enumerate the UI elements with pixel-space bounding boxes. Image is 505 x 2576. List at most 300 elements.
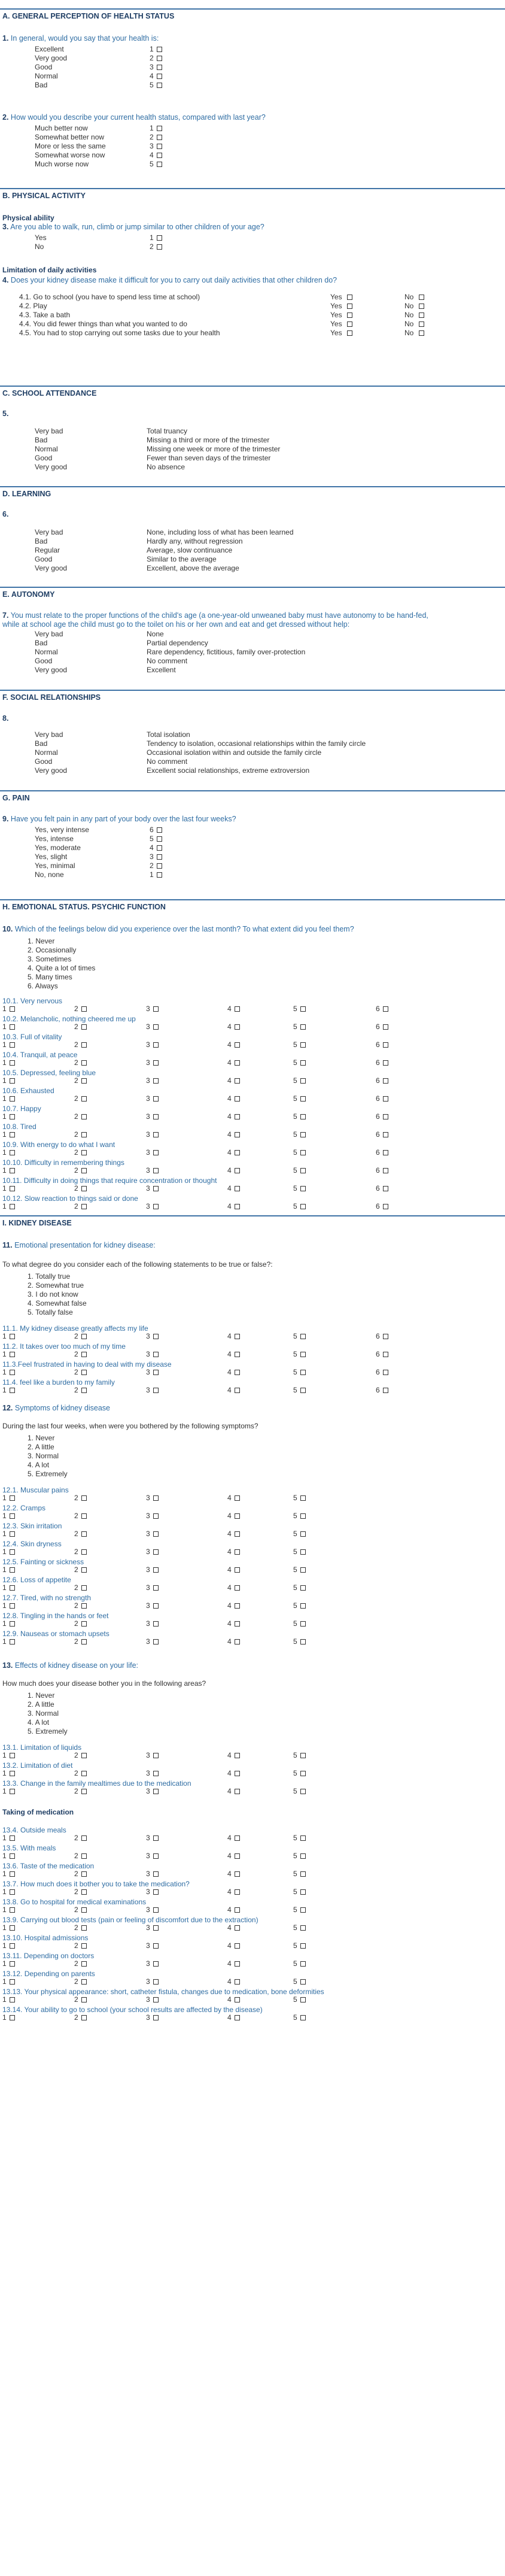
checkbox[interactable] [300,1835,306,1841]
checkbox[interactable] [153,1495,159,1501]
row-label: Very good [35,564,68,572]
checkbox[interactable] [235,1871,240,1877]
checkbox[interactable] [383,1334,388,1339]
checkbox[interactable] [235,1150,240,1155]
checkbox[interactable] [81,1513,87,1519]
checkbox[interactable] [235,1907,240,1913]
checkbox[interactable] [300,2015,306,2020]
checkbox[interactable] [81,1114,87,1119]
checkbox[interactable] [10,1024,15,1030]
checkbox[interactable] [419,312,424,318]
checkbox[interactable] [10,1771,15,1776]
option-code: 1 [2,1751,7,1759]
checkbox[interactable] [235,1789,240,1794]
checkbox[interactable] [347,330,352,336]
option-label: Yes, very intense [35,826,89,834]
checkbox[interactable] [81,1889,87,1895]
checkbox[interactable] [300,1370,306,1375]
checkbox[interactable] [383,1096,388,1102]
option-code: 6 [376,1148,380,1157]
checkbox[interactable] [153,1060,159,1066]
checkbox[interactable] [300,1979,306,1985]
option-code: 1 [2,1834,7,1842]
checkbox[interactable] [81,1771,87,1776]
row-label: Very bad [35,730,63,739]
scale-option: 1. Never [28,1434,55,1442]
checkbox[interactable] [300,1513,306,1519]
option-code: 2 [74,1769,78,1777]
option-code: 4 [227,1530,232,1538]
checkbox[interactable] [157,863,162,869]
checkbox[interactable] [10,1006,15,1012]
checkbox[interactable] [153,1889,159,1895]
checkbox[interactable] [235,1531,240,1537]
checkbox[interactable] [157,144,162,149]
checkbox[interactable] [235,1835,240,1841]
checkbox[interactable] [153,1096,159,1102]
checkbox[interactable] [153,1513,159,1519]
checkbox[interactable] [157,47,162,52]
checkbox[interactable] [300,1114,306,1119]
checkbox[interactable] [10,1979,15,1985]
checkbox[interactable] [157,836,162,842]
checkbox[interactable] [419,321,424,327]
question-number: 3. [2,223,9,231]
checkbox[interactable] [300,1186,306,1191]
checkbox[interactable] [235,1603,240,1609]
checkbox[interactable] [347,295,352,300]
item-label: 13.2. Limitation of diet [2,1761,73,1770]
item-label: 4.4. You did fewer things than what you wanted to do [19,320,187,328]
checkbox[interactable] [383,1132,388,1137]
checkbox[interactable] [383,1060,388,1066]
option-code: 3 [146,1619,150,1628]
checkbox[interactable] [157,83,162,88]
checkbox[interactable] [81,1753,87,1758]
checkbox[interactable] [157,244,162,250]
checkbox[interactable] [153,1585,159,1591]
row-label: Very good [35,766,68,775]
row-description: Total truancy [147,427,188,435]
option-code: 1 [2,1058,7,1067]
scale-option: 5. Extremely [28,1727,68,1735]
checkbox[interactable] [10,1352,15,1357]
checkbox[interactable] [81,1168,87,1173]
checkbox[interactable] [300,1495,306,1501]
checkbox[interactable] [10,1907,15,1913]
checkbox[interactable] [235,1006,240,1012]
checkbox[interactable] [153,1531,159,1537]
checkbox[interactable] [81,1997,87,2002]
checkbox[interactable] [157,162,162,167]
checkbox[interactable] [81,1042,87,1048]
checkbox[interactable] [153,1186,159,1191]
checkbox[interactable] [10,1585,15,1591]
checkbox[interactable] [300,1603,306,1609]
question-text: Does your kidney disease make it difficult for you to carry out daily activities that other children do? [10,276,337,284]
checkbox[interactable] [153,1132,159,1137]
checkbox[interactable] [157,827,162,833]
checkbox[interactable] [235,1549,240,1555]
checkbox[interactable] [10,1186,15,1191]
option-code: 4 [227,1130,232,1139]
option-code: 4 [227,1870,232,1878]
checkbox[interactable] [10,1334,15,1339]
checkbox[interactable] [153,1567,159,1573]
checkbox[interactable] [153,1925,159,1931]
checkbox[interactable] [419,304,424,309]
checkbox[interactable] [235,1639,240,1644]
checkbox[interactable] [10,1388,15,1393]
checkbox[interactable] [300,1042,306,1048]
checkbox[interactable] [153,1961,159,1967]
option-code: 2 [74,1637,78,1646]
option-code: 4 [227,1202,232,1210]
checkbox[interactable] [157,126,162,131]
no-label: No [404,320,414,328]
checkbox[interactable] [157,65,162,70]
checkbox[interactable] [153,1603,159,1609]
checkbox[interactable] [81,1853,87,1859]
checkbox[interactable] [300,1334,306,1339]
checkbox[interactable] [235,1943,240,1949]
option-code: 1 [2,1769,7,1777]
checkbox[interactable] [153,1042,159,1048]
checkbox[interactable] [157,235,162,241]
checkbox[interactable] [235,1961,240,1967]
checkbox[interactable] [10,1621,15,1627]
checkbox[interactable] [153,1006,159,1012]
question [2,34,159,43]
checkbox[interactable] [300,1204,306,1209]
checkbox[interactable] [157,135,162,140]
checkbox[interactable] [10,1943,15,1949]
checkbox[interactable] [383,1150,388,1155]
option-code: 2 [74,1094,78,1103]
checkbox[interactable] [10,1567,15,1573]
checkbox[interactable] [300,1997,306,2002]
checkbox[interactable] [81,1495,87,1501]
checkbox[interactable] [10,1789,15,1794]
checkbox[interactable] [300,1078,306,1084]
checkbox[interactable] [235,1024,240,1030]
checkbox[interactable] [153,1370,159,1375]
option-code: 5 [293,1959,297,1968]
checkbox[interactable] [153,1388,159,1393]
checkbox[interactable] [81,1621,87,1627]
checkbox[interactable] [153,1979,159,1985]
checkbox[interactable] [235,1388,240,1393]
checkbox[interactable] [300,1853,306,1859]
checkbox[interactable] [235,1096,240,1102]
checkbox[interactable] [419,295,424,300]
checkbox[interactable] [153,1853,159,1859]
checkbox[interactable] [10,1096,15,1102]
item-label: 13.9. Carrying out blood tests (pain or feeling of discomfort due to the extraction) [2,1916,258,1924]
option-code: 5 [293,1112,297,1121]
checkbox[interactable] [235,1060,240,1066]
checkbox[interactable] [81,1907,87,1913]
option-label: Somewhat worse now [35,151,105,159]
option-code: 3 [146,1022,150,1031]
checkbox[interactable] [300,1060,306,1066]
checkbox[interactable] [153,1835,159,1841]
checkbox[interactable] [300,1871,306,1877]
checkbox[interactable] [235,1495,240,1501]
checkbox[interactable] [10,1042,15,1048]
checkbox[interactable] [300,1531,306,1537]
option-code: 3 [146,1751,150,1759]
checkbox[interactable] [235,1114,240,1119]
checkbox[interactable] [81,1388,87,1393]
checkbox[interactable] [153,1078,159,1084]
checkbox[interactable] [153,1997,159,2002]
checkbox[interactable] [153,1621,159,1627]
checkbox[interactable] [10,1114,15,1119]
checkbox[interactable] [347,312,352,318]
checkbox[interactable] [347,304,352,309]
checkbox[interactable] [235,1585,240,1591]
checkbox[interactable] [10,1132,15,1137]
checkbox[interactable] [153,1352,159,1357]
checkbox[interactable] [81,1352,87,1357]
checkbox[interactable] [153,1114,159,1119]
checkbox[interactable] [81,2015,87,2020]
checkbox[interactable] [235,1621,240,1627]
checkbox[interactable] [300,1621,306,1627]
checkbox[interactable] [383,1078,388,1084]
checkbox[interactable] [235,1132,240,1137]
checkbox[interactable] [300,1150,306,1155]
option-code: 2 [74,1058,78,1067]
item-label: 13.10. Hospital admissions [2,1934,89,1942]
checkbox[interactable] [300,1961,306,1967]
checkbox[interactable] [235,1204,240,1209]
checkbox[interactable] [235,1370,240,1375]
option-label: Much worse now [35,160,89,168]
checkbox[interactable] [235,1753,240,1758]
checkbox[interactable] [300,1925,306,1931]
checkbox[interactable] [383,1114,388,1119]
checkbox[interactable] [300,1567,306,1573]
checkbox[interactable] [383,1042,388,1048]
checkbox[interactable] [383,1388,388,1393]
scale-option: 6. Always [28,982,58,990]
checkbox[interactable] [153,1549,159,1555]
option-code: 5 [293,1834,297,1842]
checkbox[interactable] [235,1889,240,1895]
checkbox[interactable] [81,1060,87,1066]
checkbox[interactable] [81,1943,87,1949]
checkbox[interactable] [10,1078,15,1084]
checkbox[interactable] [383,1168,388,1173]
option-code: 2 [74,1601,78,1610]
option-code: 1 [2,1583,7,1592]
checkbox[interactable] [10,1925,15,1931]
checkbox[interactable] [300,1388,306,1393]
checkbox[interactable] [10,1060,15,1066]
checkbox[interactable] [81,1024,87,1030]
checkbox[interactable] [81,1334,87,1339]
checkbox[interactable] [300,1096,306,1102]
checkbox[interactable] [300,1907,306,1913]
checkbox[interactable] [153,1943,159,1949]
option-code: 2 [74,1583,78,1592]
checkbox[interactable] [10,1835,15,1841]
checkbox[interactable] [300,1943,306,1949]
checkbox[interactable] [81,1961,87,1967]
checkbox[interactable] [235,1352,240,1357]
checkbox[interactable] [10,1853,15,1859]
checkbox[interactable] [81,1835,87,1841]
checkbox[interactable] [81,1585,87,1591]
checkbox[interactable] [383,1024,388,1030]
option-label: Yes, minimal [35,861,75,870]
checkbox[interactable] [81,1132,87,1137]
checkbox[interactable] [235,1513,240,1519]
option-label: Somewhat better now [35,133,105,141]
checkbox[interactable] [383,1352,388,1357]
checkbox[interactable] [235,1186,240,1191]
option-code: 5 [293,1148,297,1157]
checkbox[interactable] [81,1186,87,1191]
checkbox[interactable] [157,854,162,860]
checkbox[interactable] [10,1753,15,1758]
checkbox[interactable] [300,1352,306,1357]
checkbox[interactable] [81,1006,87,1012]
option-code: 1 [2,1386,7,1394]
checkbox[interactable] [81,1789,87,1794]
checkbox[interactable] [157,56,162,61]
checkbox[interactable] [81,1078,87,1084]
checkbox[interactable] [10,1531,15,1537]
checkbox[interactable] [383,1186,388,1191]
checkbox[interactable] [81,1096,87,1102]
checkbox[interactable] [10,1168,15,1173]
checkbox[interactable] [235,1853,240,1859]
checkbox[interactable] [10,1150,15,1155]
checkbox[interactable] [153,2015,159,2020]
checkbox[interactable] [10,1961,15,1967]
scale-option: 2. A little [28,1700,54,1709]
checkbox[interactable] [300,1549,306,1555]
checkbox[interactable] [81,1150,87,1155]
checkbox[interactable] [300,1006,306,1012]
checkbox[interactable] [235,1334,240,1339]
checkbox[interactable] [157,872,162,878]
checkbox[interactable] [10,1639,15,1644]
checkbox[interactable] [10,1204,15,1209]
checkbox[interactable] [300,1132,306,1137]
checkbox[interactable] [300,1639,306,1644]
option-code: 3 [146,1852,150,1860]
item-label: 13.7. How much does it bother you to take the medication? [2,1880,190,1888]
option-code: 3 [146,2013,150,2022]
section-heading: A. GENERAL PERCEPTION OF HEALTH STATUS [2,12,175,20]
checkbox[interactable] [81,1567,87,1573]
checkbox[interactable] [153,1024,159,1030]
checkbox[interactable] [235,1771,240,1776]
checkbox[interactable] [153,1204,159,1209]
checkbox[interactable] [235,1168,240,1173]
checkbox[interactable] [10,2015,15,2020]
checkbox[interactable] [235,1979,240,1985]
checkbox[interactable] [81,1549,87,1555]
checkbox[interactable] [10,1889,15,1895]
checkbox[interactable] [81,1871,87,1877]
checkbox[interactable] [235,1078,240,1084]
checkbox[interactable] [153,1907,159,1913]
checkbox[interactable] [300,1771,306,1776]
option-code: 6 [376,1040,380,1049]
checkbox[interactable] [157,74,162,79]
option-code: 5 [293,1888,297,1896]
item-label: 10.9. With energy to do what I want [2,1140,115,1149]
checkbox[interactable] [300,1789,306,1794]
checkbox[interactable] [419,330,424,336]
checkbox[interactable] [153,1334,159,1339]
checkbox[interactable] [347,321,352,327]
checkbox[interactable] [81,1603,87,1609]
checkbox[interactable] [10,1997,15,2002]
checkbox[interactable] [383,1370,388,1375]
checkbox[interactable] [153,1150,159,1155]
checkbox[interactable] [10,1871,15,1877]
checkbox[interactable] [383,1204,388,1209]
checkbox[interactable] [153,1639,159,1644]
checkbox[interactable] [81,1639,87,1644]
checkbox[interactable] [153,1168,159,1173]
checkbox[interactable] [383,1006,388,1012]
checkbox[interactable] [157,153,162,158]
checkbox[interactable] [300,1585,306,1591]
section-heading: D. LEARNING [2,490,51,498]
yes-label: Yes [330,293,342,301]
checkbox[interactable] [10,1495,15,1501]
option-code: 3 [146,1130,150,1139]
item-label: 13.6. Taste of the medication [2,1862,95,1870]
checkbox[interactable] [157,845,162,851]
checkbox[interactable] [10,1370,15,1375]
item-label: 11.2. It takes over too much of my time [2,1342,126,1351]
checkbox[interactable] [10,1603,15,1609]
checkbox[interactable] [153,1871,159,1877]
checkbox[interactable] [235,1042,240,1048]
checkbox[interactable] [81,1925,87,1931]
checkbox[interactable] [153,1753,159,1758]
checkbox[interactable] [81,1204,87,1209]
checkbox[interactable] [235,1997,240,2002]
checkbox[interactable] [81,1979,87,1985]
section-divider [0,790,505,791]
checkbox[interactable] [300,1889,306,1895]
checkbox[interactable] [300,1168,306,1173]
option-code: 1 [2,1870,7,1878]
checkbox[interactable] [300,1753,306,1758]
checkbox[interactable] [81,1370,87,1375]
question-text: Symptoms of kidney disease [14,1404,110,1412]
checkbox[interactable] [300,1024,306,1030]
checkbox[interactable] [235,1925,240,1931]
checkbox[interactable] [153,1771,159,1776]
checkbox[interactable] [153,1789,159,1794]
checkbox[interactable] [81,1531,87,1537]
option-code: 1 [2,1906,7,1914]
checkbox[interactable] [235,2015,240,2020]
checkbox[interactable] [10,1513,15,1519]
checkbox[interactable] [235,1567,240,1573]
checkbox[interactable] [10,1549,15,1555]
